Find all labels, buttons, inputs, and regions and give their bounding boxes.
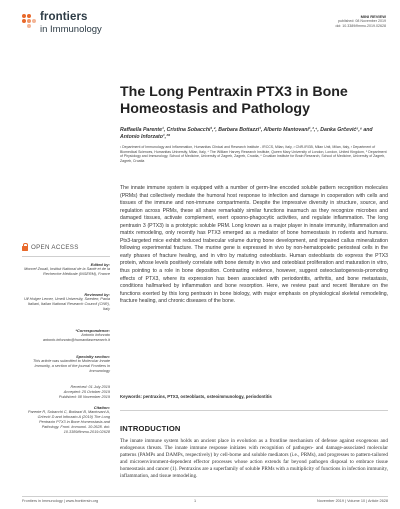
open-access-badge bbox=[22, 243, 110, 251]
open-lock-icon bbox=[22, 243, 28, 251]
article-type: MINI REVIEW bbox=[360, 14, 386, 19]
abstract: The innate immune system is equipped with a number of germ-line encoded soluble pattern recognition molecules (PRMs) that collectively mediate the humoral host response to infection and damage in cooperation with cells and tissues of the immune and non-immune compartments. Despite the impressive diversity in structure, source, and regulation across PRMs, these all share remarkably similar functions inasmuch as they recognize microbes and damaged tissues, activate complement, exert opsono-phagocytic activities, and regulate inflammation. The long pentraxin 3 (PTX3) is a prototypic soluble PRM. Long known as a major player in innate immunity, inflammation and matrix remodeling, only recently has PTX3 emerged as a mediator of bone homeostasis in rodents and humans. Ptx3-targeted mice exhibit reduced trabecular volume during bone development, and impaired callus mineralization following experimental fracture. The murine gene is expressed in vivo by non-hematopoietic periosteal cells in the early phases of fracture healing, and in vitro by maturing osteoblasts. Human osteoblasts do express the PTX3 protein, whose levels positively correlate with bone density in vivo and osteoblast proliferation and maturation in vitro, thus pointing to a role in bone deposition. Contrasting evidence, however, suggest osteoclastogenesis-promoting effects of PTX3, where its expression has been associated with periodontitis, arthritis, and bone metastasis, conditions hallmarked by inflammation and bone resorption. Here, we review past and recent literature on the functions exerted by this long pentraxin in bone biology, with major emphasis on physiological skeletal remodeling, fracture healing, and chronic diseases of the bone. bbox=[120, 185, 388, 305]
affiliations: ¹ Department of Immunology and Inflammation, Humanitas Clinical and Research Institute - IRCCS, Milan, Italy, ² CNR-IRGB, Milan Unit, Milan, Italy, ³ Department of Biomedical Sciences, Humanitas University, Milan, Italy, ⁴ The William Harvey Research Institute, Queen Mary University of London, London, United Kingdom, ⁵ Department of Physiology and Immunology, School of Medicine, University of Zagreb, Zagreb, Croatia, ⁶ Croatian Institute for Brain Research, School of Medicine, University of Zagreb, Zagreb, Croatia bbox=[120, 145, 387, 163]
journal-name: in Immunology bbox=[40, 23, 102, 35]
citation: Citation: Parente R, Sobacchi C, Bottazzi B, Mantovani A, Grčević D and Inforzato A (2019) The Long Pentraxin PTX3 in Bone Homeostasis and Pathology. Front. Immunol. 10:2628. doi: 10.3389/fimmu.2019.02628 bbox=[28, 405, 110, 434]
footer-divider bbox=[22, 496, 388, 497]
intro-body: The innate immune system holds an ancient place in evolution as a frontline mechanism of defense against exogenous and endogenous threats. The innate immune response initiates with recognition of pathogen- and damage-associated molecular patterns (PAMPs and DAMPs, respectively) by cell-borne and soluble mediators (i.e., PRMs), and progresses to pattern-tailored and microenvironment-dependent effector processes whose action extends far beyond pathogen disposal to embrace tissue homeostasis and cancer (1). Pentraxins are a superfamily of soluble PRMs with a multiplicity of functions in infection immunity, inflammation, and tissue remodeling. bbox=[120, 438, 388, 480]
dates bbox=[22, 385, 110, 400]
specialty-section: Specialty section: This article was submitted to Molecular Innate Immunity, a section of the journal Frontiers in Immunology bbox=[32, 354, 110, 373]
article-title: The Long Pentraxin PTX3 in Bone Homeostasis and Pathology bbox=[120, 84, 348, 117]
reviewed-by: Reviewed by: Ulf Holger Lerner, Umeå University, Sweden; Paola Italiani, Italian National Research Council (CNR), Italy bbox=[23, 292, 110, 311]
keywords bbox=[120, 394, 388, 400]
footer-issue: November 2019 | Volume 10 | Article 2628 bbox=[317, 499, 388, 503]
journal-logo[interactable] bbox=[22, 12, 102, 34]
doi-link[interactable]: doi: 10.3389/fimmu.2019.02628 bbox=[335, 24, 386, 28]
open-access-label: OPEN ACCESS bbox=[31, 243, 79, 251]
correspondence-email[interactable]: Antonio Inforzato antonio.inforzato@humanitasresearch.it bbox=[42, 333, 110, 342]
accepted-date: Accepted: 25 October 2019 bbox=[63, 390, 110, 394]
edited-by: Edited by: Moncef Zouali, Institut National de la Santé et de la Recherche Médicale (INSERM), France bbox=[24, 262, 110, 276]
keywords-list: pentraxins, PTX3, osteoblasts, osteoimmunology, periodontitis bbox=[143, 394, 272, 399]
keywords-label: Keywords: bbox=[120, 394, 142, 399]
brand-name: frontiers bbox=[40, 11, 88, 23]
page-number: 1 bbox=[194, 499, 197, 503]
section-divider bbox=[120, 410, 388, 411]
published-date: published: 08 November 2019 bbox=[338, 19, 386, 23]
sidebar-divider bbox=[22, 256, 110, 257]
author-list: Raffaella Parente¹, Cristina Sobacchi¹,², Barbara Bottazzi¹, Alberto Mantovani¹,³,⁴, Danka Grčević⁵,⁶ and Antonio Inforzato¹,³* bbox=[120, 127, 373, 140]
page-footer bbox=[22, 499, 388, 503]
footer-journal-link[interactable]: Frontiers in Immunology | www.frontiersin.org bbox=[22, 499, 99, 503]
intro-heading: INTRODUCTION bbox=[120, 424, 181, 433]
article-meta bbox=[335, 14, 386, 29]
received-date: Received: 01 July 2019 bbox=[70, 385, 110, 389]
sidebar-published-date: Published: 08 November 2019 bbox=[58, 395, 110, 399]
frontiers-logo-icon bbox=[22, 14, 36, 28]
correspondence: *Correspondence: Antonio Inforzato antonio.inforzato@humanitasresearch.it bbox=[22, 328, 110, 343]
